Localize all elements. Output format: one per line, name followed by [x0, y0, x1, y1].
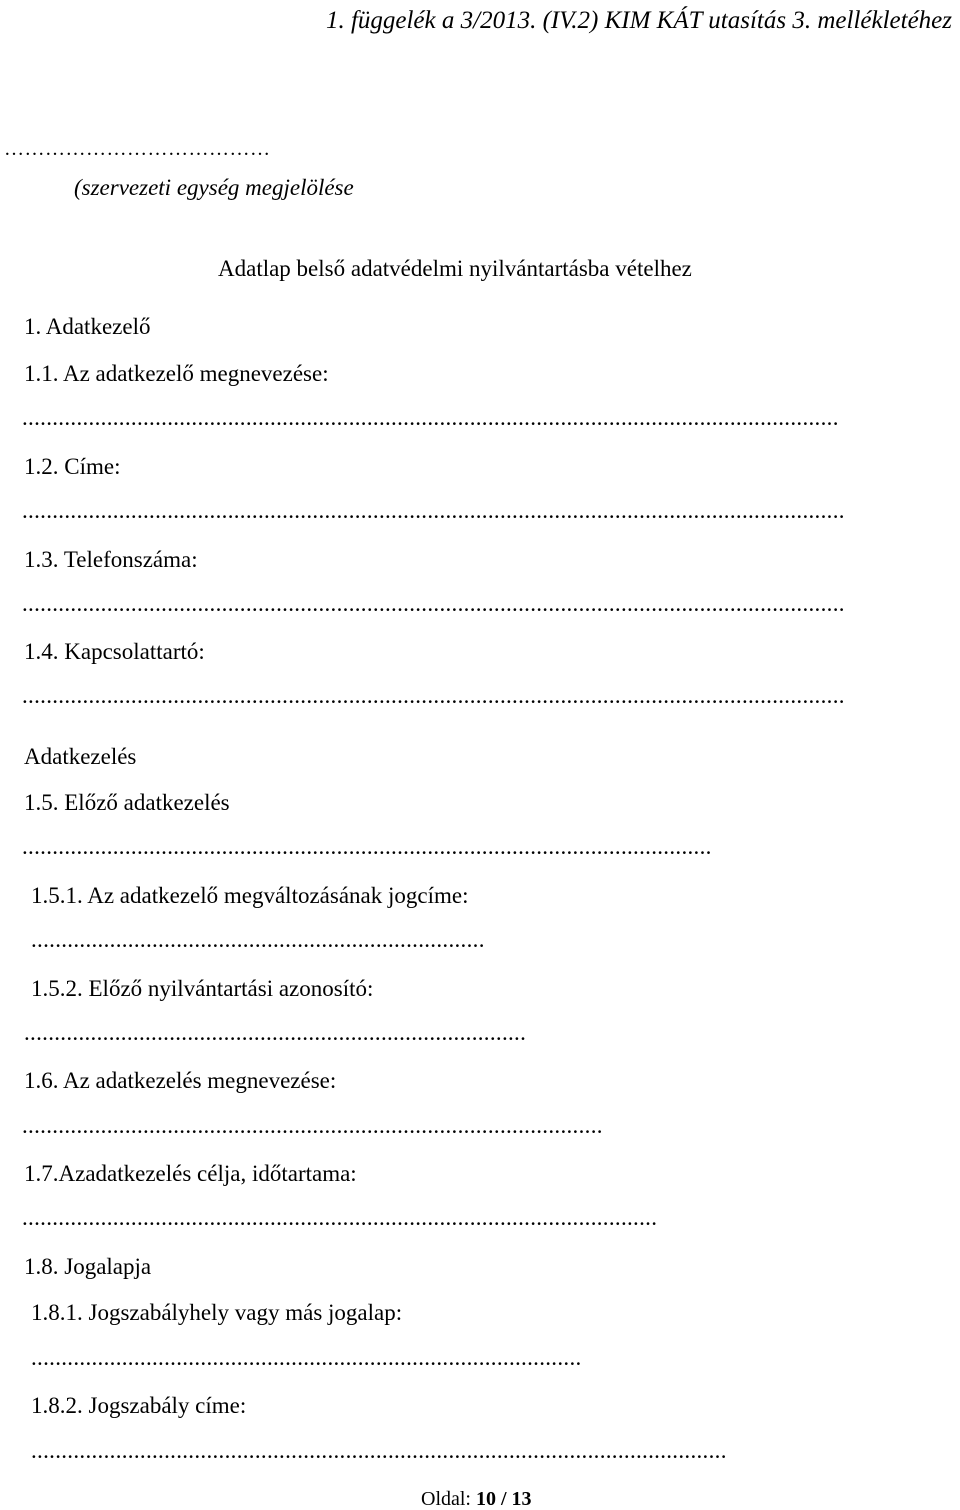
org-unit-fill-line: …………………………………	[4, 138, 271, 160]
item-1-5-fill-line: ..................................................................................................................	[22, 834, 712, 859]
item-1-5-2-label: 1.5.2. Előző nyilvántartási azonosító:	[31, 976, 374, 1001]
item-1-2-label: 1.2. Címe:	[24, 454, 121, 479]
item-1-1-fill-line: .......................................................................................................................................	[22, 405, 839, 430]
page-number-label: Oldal:	[421, 1488, 471, 1510]
item-1-8-2-label: 1.8.2. Jogszabály címe:	[31, 1393, 247, 1418]
item-1-5-1-label: 1.5.1. Az adatkezelő megváltozásának jogcíme:	[31, 883, 469, 908]
item-1-4-label: 1.4. Kapcsolattartó:	[24, 639, 205, 664]
item-1-4-fill-line: ........................................................................................................................................	[22, 683, 845, 708]
item-1-6-fill-line: ................................................................................................	[22, 1113, 603, 1138]
item-1-1-label: 1.1. Az adatkezelő megnevezése:	[24, 361, 329, 386]
item-1-3-label: 1.3. Telefonszáma:	[24, 547, 198, 572]
item-1-7-label: 1.7.Azadatkezelés célja, időtartama:	[24, 1161, 357, 1186]
org-unit-label: (szervezeti egység megjelölése	[74, 175, 354, 200]
item-1-8-label: 1.8. Jogalapja	[24, 1254, 152, 1279]
item-1-3-fill-line: ........................................................................................................................................	[22, 591, 845, 616]
item-1-8-1-label: 1.8.1. Jogszabályhely vagy más jogalap:	[31, 1300, 403, 1325]
page-number	[421, 1489, 532, 1509]
page-header: 1. függelék a 3/2013. (IV.2) KIM KÁT utasítás 3. mellékletéhez	[325, 7, 952, 34]
item-1-6-label: 1.6. Az adatkezelés megnevezése:	[24, 1068, 337, 1093]
item-1-2-fill-line: ........................................................................................................................................	[22, 498, 845, 523]
item-1-8-2-fill-line: ...................................................................................................................	[31, 1438, 727, 1463]
item-1-5-label: 1.5. Előző adatkezelés	[24, 790, 230, 815]
item-1-7-fill-line: .........................................................................................................	[22, 1205, 658, 1230]
item-1-5-1-fill-line: ...........................................................................	[31, 927, 485, 952]
adatkezeles-heading: Adatkezelés	[24, 744, 137, 769]
document-title: Adatlap belső adatvédelmi nyilvántartásba vételhez	[218, 256, 692, 281]
item-1-5-2-fill-line: ...................................................................................	[24, 1020, 527, 1045]
page-number-value: 10 / 13	[476, 1488, 532, 1510]
item-1-8-1-fill-line: ...........................................................................................	[31, 1345, 582, 1370]
section-1-heading: 1. Adatkezelő	[24, 314, 151, 339]
